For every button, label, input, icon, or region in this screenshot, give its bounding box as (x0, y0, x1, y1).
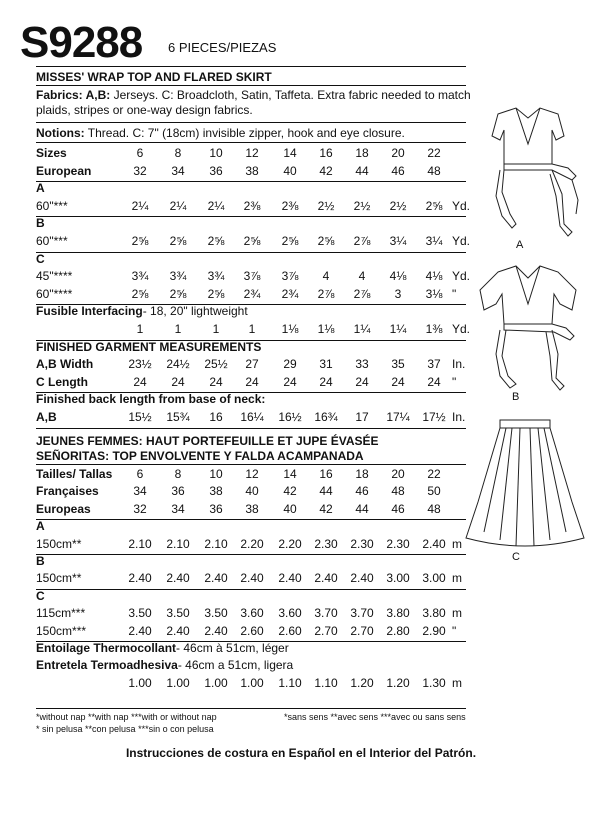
table-cell: 22 (427, 467, 441, 481)
row-label: A (36, 181, 45, 196)
table-cell: 36 (171, 484, 185, 499)
table-cell: 1.00 (204, 675, 228, 690)
table-cell: 48 (391, 484, 405, 499)
row-label-suffix: - 46cm à 51cm, léger (176, 641, 289, 655)
table-cell: 24½ (166, 357, 190, 372)
table-cell: 17¼ (386, 410, 410, 424)
table-cell: 2⅝ (169, 286, 187, 301)
table-cell: 4⅛ (425, 269, 443, 284)
table-cell: 3.60 (240, 606, 264, 621)
view-b-illustration (472, 260, 582, 410)
unit-label: m (452, 675, 462, 690)
row-label-suffix: - 46cm a 51cm, ligera (177, 658, 294, 673)
table-cell: 42 (283, 484, 297, 499)
table-cell: 4⅛ (389, 269, 407, 284)
table-cell: 10 (209, 467, 223, 481)
table-cell: 3.50 (166, 606, 190, 621)
table-cell: 2⅝ (317, 234, 335, 248)
table-cell: 8 (174, 467, 182, 481)
row-label: A (36, 519, 45, 534)
table-cell: 2.40 (204, 623, 228, 638)
table-cell: 25½ (204, 357, 228, 372)
table-cell: 27 (245, 357, 259, 372)
table-cell: 46 (355, 484, 369, 499)
table-cell: 46 (391, 163, 405, 178)
table-cell: 36 (209, 163, 223, 178)
spanish-title: SEÑORITAS: TOP ENVOLVENTE Y FALDA ACAMPANADA (36, 449, 364, 463)
table-cell: 2⅜ (243, 198, 261, 213)
table-cell: 2.30 (350, 536, 374, 551)
table-cell: 42 (319, 501, 333, 516)
table-cell: 15¾ (166, 410, 190, 424)
fabrics-text (36, 88, 471, 118)
table-cell: 2¾ (243, 286, 261, 301)
table-cell: 2.80 (386, 623, 410, 638)
fabrics-label: Fabrics: A,B: (36, 88, 111, 102)
table-cell: 3.70 (314, 606, 338, 621)
row-label: 45"**** (36, 269, 73, 284)
row-label: A,B Width (36, 357, 94, 372)
table-cell: 4 (358, 269, 366, 284)
notions-text (36, 126, 405, 141)
table-cell: 24 (171, 374, 185, 389)
table-cell: 38 (245, 163, 259, 178)
table-cell: 24 (319, 374, 333, 389)
table-cell: 3.80 (386, 606, 410, 621)
fabrics-line1: Jerseys. C: Broadcloth, Satin, Taffeta. Extra fabric needed to match (110, 88, 471, 102)
unit-label: Yd. (452, 234, 471, 248)
table-cell: 10 (209, 146, 223, 160)
table-cell: 2¼ (131, 198, 149, 213)
figure-label-a: A (516, 239, 524, 251)
table-cell: 20 (391, 146, 405, 160)
pieces-count: 6 PIECES/PIEZAS (168, 40, 277, 55)
table-cell: 3¼ (425, 234, 443, 248)
unit-label: m (452, 536, 462, 551)
table-cell: 1.10 (314, 675, 338, 690)
table-cell: 2.40 (128, 623, 152, 638)
table-cell: 44 (319, 484, 333, 499)
table-cell: 2⅝ (169, 234, 187, 248)
row-label: Sizes (36, 146, 67, 160)
table-cell: 24 (427, 374, 441, 389)
table-cell: 2.40 (422, 536, 446, 551)
table-cell: 6 (136, 146, 144, 160)
table-cell: 3⅞ (281, 269, 299, 284)
table-cell: 14 (283, 467, 297, 481)
row-label: 150cm** (36, 536, 82, 551)
table-cell: 3¼ (389, 234, 407, 248)
table-cell: 2.30 (314, 536, 338, 551)
table-cell: 3⅞ (243, 269, 261, 284)
table-cell: 38 (209, 484, 223, 499)
table-cell: 1.00 (128, 675, 152, 690)
row-label: Entretela Termoadhesiva- 46cm a 51cm, ligera (36, 658, 294, 673)
table-cell: 24 (245, 374, 259, 389)
table-cell: 1.30 (422, 675, 446, 690)
table-cell: 16 (319, 146, 333, 160)
table-cell: 2⅝ (207, 234, 225, 248)
unit-label: In. (452, 410, 466, 424)
divider (36, 252, 466, 253)
spanish-instructions-note: Instrucciones de costura en Español en el Interior del Patrón. (125, 746, 477, 760)
table-cell: 2⅞ (353, 234, 371, 248)
unit-label: In. (452, 357, 466, 372)
table-cell: 3¾ (169, 269, 187, 284)
table-cell: 17½ (422, 410, 446, 424)
table-cell: 3¾ (207, 269, 225, 284)
footnote-english: *without nap **with nap ***with or without nap (36, 712, 217, 722)
row-label: C Length (36, 374, 88, 389)
table-cell: 34 (171, 501, 185, 516)
notions-body: Thread. C: 7" (18cm) invisible zipper, hook and eye closure. (84, 126, 405, 140)
table-cell: 2⅝ (207, 286, 225, 301)
table-cell: 1¼ (353, 322, 371, 336)
row-label: C (36, 588, 45, 603)
table-cell: 3.50 (204, 606, 228, 621)
divider (36, 122, 466, 123)
french-title: JEUNES FEMMES: HAUT PORTEFEUILLE ET JUPE ÉVASÉE (36, 434, 379, 448)
table-cell: 16½ (278, 410, 302, 424)
table-cell: 2.40 (314, 571, 338, 586)
table-cell: 2⅞ (317, 286, 335, 301)
row-label: A,B (36, 410, 57, 424)
row-label: B (36, 554, 45, 568)
divider (36, 181, 466, 182)
table-cell: 2.20 (240, 536, 264, 551)
table-cell: 24 (209, 374, 223, 389)
table-cell: 16 (209, 410, 223, 424)
table-cell: 16¼ (240, 410, 264, 424)
divider (36, 464, 466, 465)
table-cell: 3.00 (386, 571, 410, 586)
table-cell: 1⅜ (425, 322, 443, 336)
table-cell: 2⅝ (243, 234, 261, 248)
table-cell: 2.70 (314, 623, 338, 638)
table-cell: 24 (355, 374, 369, 389)
table-cell: 40 (245, 484, 259, 499)
divider (36, 589, 466, 590)
divider (36, 554, 466, 555)
table-cell: 12 (245, 467, 259, 481)
table-cell: 44 (355, 163, 369, 178)
table-cell: 42 (319, 163, 333, 178)
unit-label: m (452, 571, 462, 586)
table-cell: 2.40 (166, 623, 190, 638)
pattern-code: S9288 (20, 18, 143, 67)
table-cell: 1.00 (166, 675, 190, 690)
row-label: FINISHED GARMENT MEASUREMENTS (36, 339, 262, 354)
unit-label: Yd. (452, 198, 471, 213)
table-cell: 18 (355, 467, 369, 481)
table-cell: 29 (283, 357, 297, 372)
table-cell: 18 (355, 146, 369, 160)
row-label-suffix: - 18, 20" lightweight (142, 304, 248, 319)
table-cell: 1.10 (278, 675, 302, 690)
row-label: 60"*** (36, 198, 68, 213)
table-cell: 2.10 (204, 536, 228, 551)
table-cell: 2.10 (166, 536, 190, 551)
table-cell: 31 (319, 357, 333, 372)
table-cell: 1.00 (240, 675, 264, 690)
table-cell: 38 (245, 501, 259, 516)
view-c-illustration (460, 412, 590, 572)
unit-label: Yd. (452, 322, 471, 336)
table-cell: 34 (133, 484, 147, 499)
table-cell: 3.60 (278, 606, 302, 621)
table-cell: 48 (427, 163, 441, 178)
table-cell: 16 (319, 467, 333, 481)
table-cell: 33 (355, 357, 369, 372)
table-cell: 17 (355, 410, 369, 424)
table-cell: 1 (136, 322, 144, 336)
table-cell: 2½ (317, 198, 335, 213)
table-cell: 2⅝ (281, 234, 299, 248)
fabrics-line2: plaids, stripes or one-way design fabrics. (36, 103, 253, 117)
row-label: 60"*** (36, 234, 68, 248)
table-cell: 4 (322, 269, 330, 284)
row-label: Françaises (36, 484, 99, 499)
table-cell: 1 (174, 322, 182, 336)
table-cell: 1 (248, 322, 256, 336)
table-cell: 2⅝ (131, 286, 149, 301)
figure-label-b: B (512, 391, 520, 403)
table-cell: 2¾ (281, 286, 299, 301)
table-cell: 3 (394, 286, 402, 301)
table-cell: 2.40 (240, 571, 264, 586)
table-cell: 12 (245, 146, 259, 160)
table-cell: 1⅛ (281, 322, 299, 336)
table-cell: 2.40 (166, 571, 190, 586)
table-cell: 1.20 (350, 675, 374, 690)
table-cell: 40 (283, 501, 297, 516)
table-cell: 2⅜ (281, 198, 299, 213)
row-label: Europeas (36, 501, 91, 516)
view-a-illustration (472, 104, 582, 254)
divider (36, 66, 466, 67)
notions-label: Notions: (36, 126, 85, 140)
table-cell: 2.90 (422, 623, 446, 638)
table-cell: 32 (133, 163, 147, 178)
row-label: Entoilage Thermocollant- 46cm à 51cm, léger (36, 641, 289, 655)
table-cell: 48 (427, 501, 441, 516)
table-cell: 34 (171, 163, 185, 178)
table-cell: 50 (427, 484, 441, 499)
row-label: Tailles/ Tallas (36, 467, 113, 481)
table-cell: 3.70 (350, 606, 374, 621)
table-cell: 2.60 (240, 623, 264, 638)
divider (36, 519, 466, 520)
row-label: 60"**** (36, 286, 73, 301)
table-cell: 2½ (389, 198, 407, 213)
table-cell: 24 (283, 374, 297, 389)
table-cell: 8 (174, 146, 182, 160)
unit-label: Yd. (452, 269, 471, 284)
table-cell: 6 (136, 467, 144, 481)
table-cell: 2⅝ (131, 234, 149, 248)
table-cell: 2.20 (278, 536, 302, 551)
table-cell: 3.50 (128, 606, 152, 621)
divider (36, 142, 466, 143)
table-cell: 15½ (128, 410, 152, 424)
table-cell: 2.40 (128, 571, 152, 586)
unit-label: " (452, 286, 457, 301)
divider (36, 216, 466, 217)
table-cell: 37 (427, 357, 441, 372)
table-cell: 2.10 (128, 536, 152, 551)
table-cell: 32 (133, 501, 147, 516)
table-cell: 2.30 (386, 536, 410, 551)
table-cell: 2⅝ (425, 198, 443, 213)
table-cell: 14 (283, 146, 297, 160)
row-label: Fusible Interfacing- 18, 20" lightweight (36, 304, 248, 319)
divider (36, 428, 466, 429)
table-cell: 3.00 (422, 571, 446, 586)
table-cell: 3⅛ (425, 286, 443, 301)
unit-label: m (452, 606, 462, 621)
footnote-french: *sans sens **avec sens ***avec ou sans sens (284, 712, 466, 722)
row-label: Finished back length from base of neck: (36, 392, 266, 407)
row-label: 115cm*** (36, 606, 86, 621)
row-label: 150cm*** (36, 623, 87, 638)
table-cell: 46 (391, 501, 405, 516)
table-cell: 23½ (128, 357, 152, 372)
table-cell: 16¾ (314, 410, 338, 424)
table-cell: 2.40 (204, 571, 228, 586)
table-cell: 2¼ (169, 198, 187, 213)
table-cell: 2.70 (350, 623, 374, 638)
row-label: 150cm** (36, 571, 82, 586)
divider (36, 85, 466, 86)
table-cell: 2.60 (278, 623, 302, 638)
row-label: C (36, 251, 45, 266)
table-cell: 3.80 (422, 606, 446, 621)
row-label: B (36, 216, 45, 231)
table-cell: 1¼ (389, 322, 407, 336)
table-cell: 2.40 (350, 571, 374, 586)
table-cell: 44 (355, 501, 369, 516)
table-cell: 1⅛ (317, 322, 335, 336)
table-cell: 2.40 (278, 571, 302, 586)
table-cell: 3¾ (131, 269, 149, 284)
divider (36, 708, 466, 709)
table-cell: 2½ (353, 198, 371, 213)
table-cell: 2⅞ (353, 286, 371, 301)
footnote-spanish: * sin pelusa **con pelusa ***sin o con pelusa (36, 724, 214, 734)
table-cell: 1 (212, 322, 220, 336)
table-cell: 40 (283, 163, 297, 178)
row-label: European (36, 163, 92, 178)
table-cell: 22 (427, 146, 441, 160)
pattern-title: MISSES' WRAP TOP AND FLARED SKIRT (36, 70, 272, 84)
unit-label: " (452, 374, 457, 389)
table-cell: 1.20 (386, 675, 410, 690)
unit-label: " (452, 623, 457, 638)
figure-label-c: C (512, 551, 520, 563)
table-cell: 2¼ (207, 198, 225, 213)
table-cell: 35 (391, 357, 405, 372)
table-cell: 24 (391, 374, 405, 389)
table-cell: 36 (209, 501, 223, 516)
table-cell: 20 (391, 467, 405, 481)
table-cell: 24 (133, 374, 147, 389)
